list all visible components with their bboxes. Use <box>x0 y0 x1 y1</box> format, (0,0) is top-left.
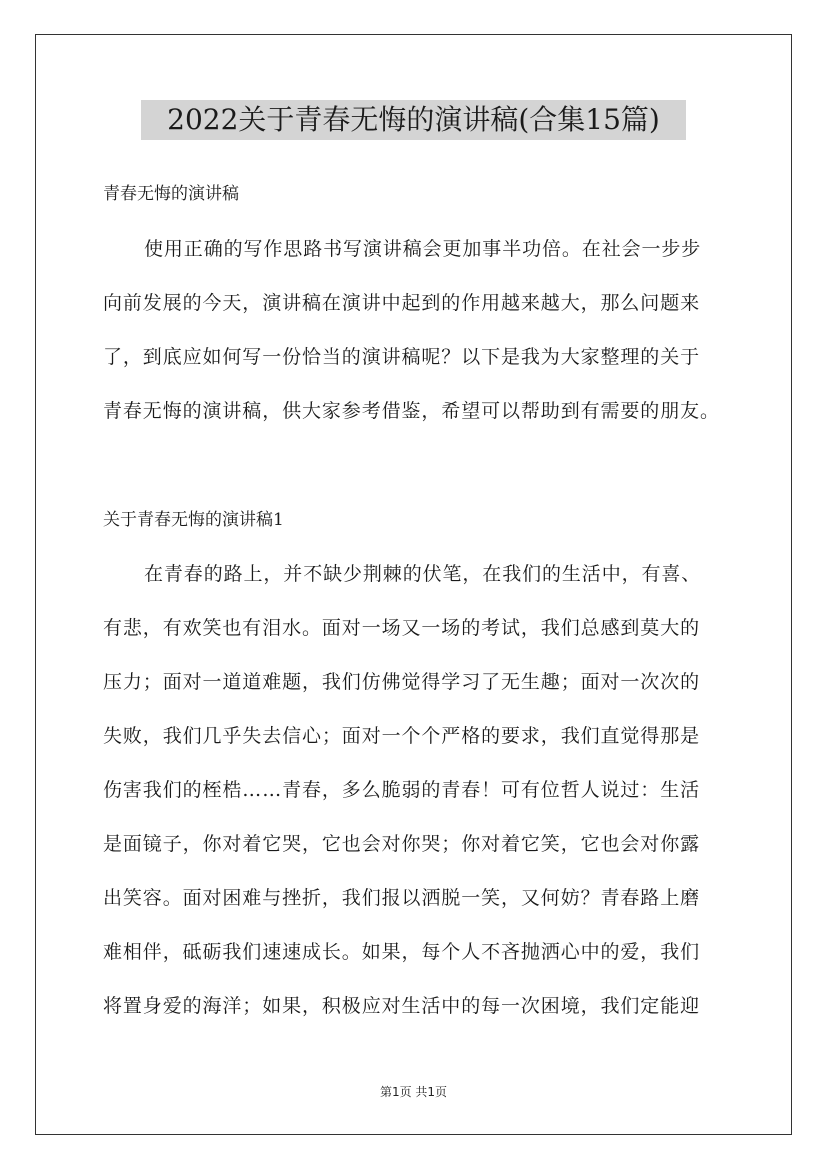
article-line-7: 出笑容。面对困难与挫折，我们报以洒脱一笑，又何妨？青春路上磨 <box>103 887 701 909</box>
article-line-8: 难相伴，砥砺我们速速成长。如果，每个人不吝抛洒心中的爱，我们 <box>103 941 701 963</box>
article-heading: 关于青春无悔的演讲稿1 <box>103 510 284 530</box>
article-line-2: 有悲，有欢笑也有泪水。面对一场又一场的考试，我们总感到莫大的 <box>103 617 701 639</box>
article-line-5: 伤害我们的桎梏……青春，多么脆弱的青春！可有位哲人说过：生活 <box>103 779 701 801</box>
intro-line-1: 使用正确的写作思路书写演讲稿会更加事半功倍。在社会一步步 <box>144 238 702 260</box>
section-heading: 青春无悔的演讲稿 <box>103 184 239 204</box>
intro-line-2: 向前发展的今天，演讲稿在演讲中起到的作用越来越大，那么问题来 <box>103 292 701 314</box>
article-line-4: 失败，我们几乎失去信心；面对一个个严格的要求，我们直觉得那是 <box>103 725 701 747</box>
intro-line-3: 了，到底应如何写一份恰当的演讲稿呢？以下是我为大家整理的关于 <box>103 346 701 368</box>
article-line-1: 在青春的路上，并不缺少荆棘的伏笔，在我们的生活中，有喜、 <box>144 563 702 585</box>
article-line-3: 压力；面对一道道难题，我们仿佛觉得学习了无生趣；面对一次次的 <box>103 671 701 693</box>
document-title: 2022关于青春无悔的演讲稿(合集15篇) <box>141 100 686 140</box>
intro-line-4: 青春无悔的演讲稿，供大家参考借鉴，希望可以帮助到有需要的朋友。 <box>103 400 720 422</box>
page-footer: 第1页 共1页 <box>379 1085 448 1099</box>
article-line-6: 是面镜子，你对着它哭，它也会对你哭；你对着它笑，它也会对你露 <box>103 833 701 855</box>
article-line-9: 将置身爱的海洋；如果，积极应对生活中的每一次困境，我们定能迎 <box>103 995 701 1017</box>
